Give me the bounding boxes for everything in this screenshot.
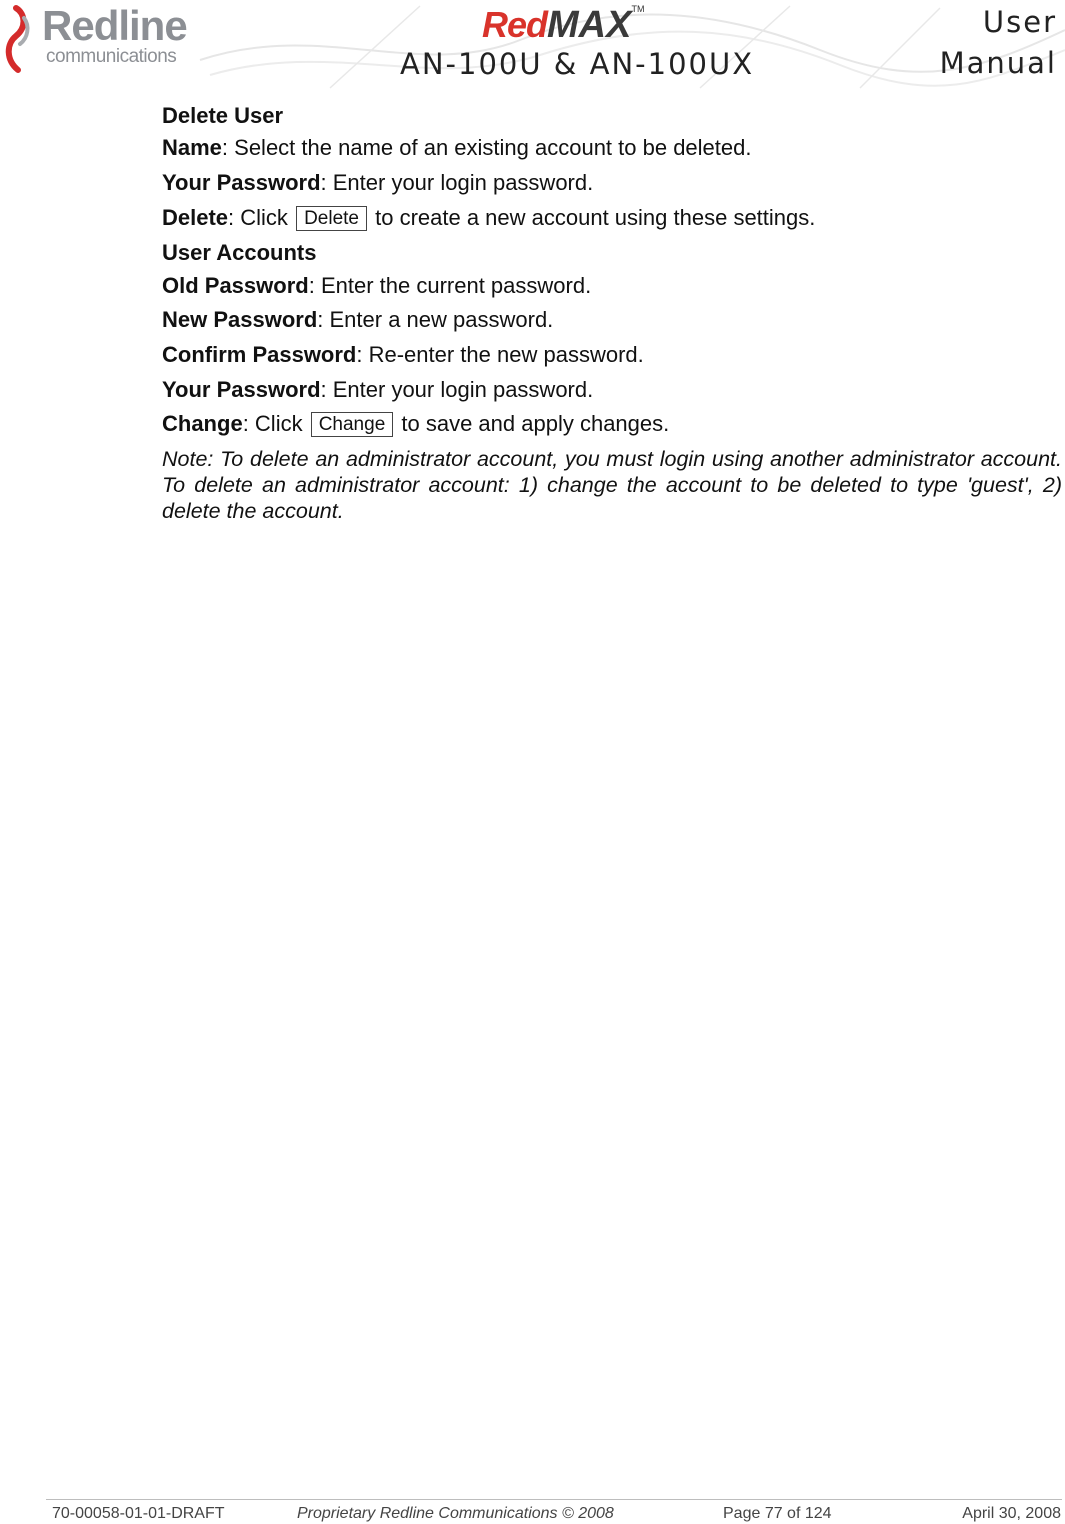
redmax-logo-max: MAX — [547, 4, 632, 46]
footer-proprietary: Proprietary Redline Communications © 2008 — [297, 1505, 614, 1522]
your-password-description-2 — [162, 375, 593, 405]
change-button-image: Change — [311, 412, 394, 437]
delete-post-text: to create a new account using these settings. — [375, 205, 816, 230]
your-password-description-1 — [162, 168, 593, 198]
manual-title-line2: Manual — [939, 46, 1057, 80]
delete-button-image: Delete — [296, 206, 367, 231]
footer-page-number: Page 77 of 124 — [723, 1505, 832, 1522]
old-password-text: : Enter the current password. — [308, 273, 592, 298]
name-description — [162, 133, 752, 163]
delete-pre-text: : Click — [228, 205, 288, 230]
old-password-label: Old Password — [162, 273, 309, 298]
redline-logo-sub: communications — [46, 46, 177, 67]
redmax-logo — [482, 4, 644, 44]
delete-user-heading: Delete User — [162, 103, 284, 128]
footer-date: April 30, 2008 — [962, 1505, 1061, 1522]
change-description — [162, 409, 669, 439]
name-label: Name — [162, 135, 222, 160]
confirm-password-description — [162, 340, 644, 370]
redline-logo-word: Redline — [42, 2, 187, 49]
your-password-label-1: Your Password — [162, 170, 321, 195]
user-accounts-heading: User Accounts — [162, 240, 317, 265]
redmax-logo-red: Red — [482, 4, 548, 45]
page-header — [0, 0, 1065, 92]
manual-title — [940, 2, 1057, 84]
delete-description — [162, 203, 815, 233]
your-password-text-1: : Enter your login password. — [320, 170, 594, 195]
confirm-password-text: : Re-enter the new password. — [356, 342, 644, 367]
delete-label: Delete — [162, 205, 229, 230]
new-password-description — [162, 305, 553, 335]
your-password-text-2: : Enter your login password. — [320, 377, 594, 402]
old-password-description — [162, 271, 591, 301]
change-label: Change — [162, 411, 243, 436]
redmax-trademark: TM — [631, 4, 645, 14]
name-text: : Select the name of an existing account to be deleted. — [221, 135, 752, 160]
change-pre-text: : Click — [242, 411, 303, 436]
confirm-password-label: Confirm Password — [162, 342, 357, 367]
manual-title-line1: User — [982, 5, 1057, 39]
redline-logo-mark-icon — [2, 4, 38, 74]
product-name: AN-100U & AN-100UX — [400, 47, 755, 81]
footer-doc-number: 70-00058-01-01-DRAFT — [52, 1505, 225, 1522]
new-password-label: New Password — [162, 307, 318, 332]
your-password-label-2: Your Password — [162, 377, 321, 402]
new-password-text: : Enter a new password. — [317, 307, 554, 332]
redline-logo — [0, 2, 210, 74]
footer-divider — [46, 1499, 1062, 1500]
admin-delete-note: Note: To delete an administrator account, you must login using another administrator account. To delete an administrator account: 1) change the account to be deleted to type 'guest', 2) delete the account. — [162, 447, 1062, 523]
change-post-text: to save and apply changes. — [401, 411, 670, 436]
